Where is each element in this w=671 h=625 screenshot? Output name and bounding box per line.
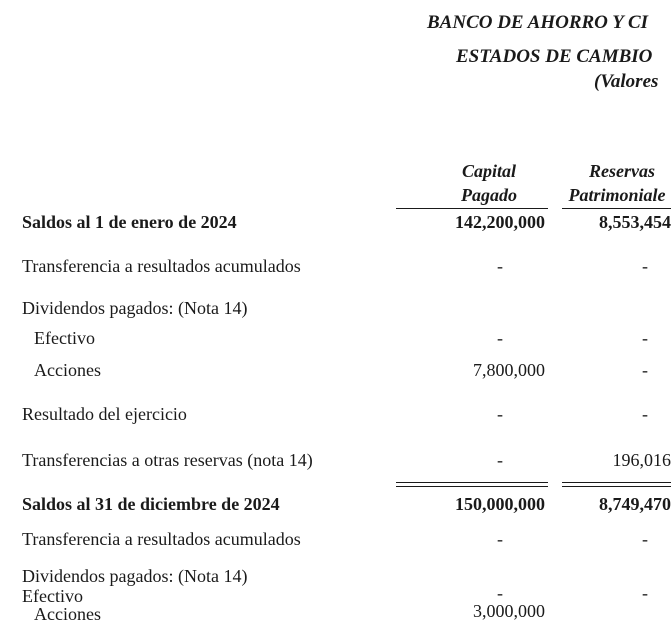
- row-label: Dividendos pagados: (Nota 14): [22, 566, 248, 586]
- row-label: Transferencia a resultados acumulados: [22, 529, 301, 549]
- capital-cell: -: [497, 583, 503, 603]
- capital-heading-rule: [396, 208, 548, 209]
- capital-cell: -: [497, 328, 503, 348]
- reservas-cell: 8,749,470: [599, 494, 671, 514]
- row-label: Transferencias a otras reservas (nota 14): [22, 450, 313, 470]
- row-label: Acciones: [34, 604, 101, 624]
- capital-cell: -: [497, 256, 503, 276]
- reservas-cell: 196,016: [612, 450, 671, 470]
- reservas-cell: -: [642, 529, 648, 549]
- row-label: Efectivo: [34, 328, 95, 348]
- capital-cell: -: [497, 404, 503, 424]
- capital-heading-line2: Pagado: [461, 185, 517, 205]
- row-label: Saldos al 1 de enero de 2024: [22, 212, 237, 232]
- capital-cell: -: [497, 529, 503, 549]
- bank-name: BANCO DE AHORRO Y CI: [427, 12, 649, 33]
- reservas-cell: 8,553,454: [599, 212, 671, 232]
- capital-cell: 142,200,000: [455, 212, 545, 232]
- capital-heading-line1: Capital: [461, 161, 516, 181]
- capital-cell: 150,000,000: [455, 494, 545, 514]
- row-label: Transferencia a resultados acumulados: [22, 256, 301, 276]
- row-label: Efectivo: [22, 586, 83, 606]
- row-label: Saldos al 31 de diciembre de 2024: [22, 494, 280, 514]
- reservas-total-rule-top: [562, 482, 671, 483]
- reservas-total-rule-bottom: [562, 486, 671, 487]
- reservas-cell: -: [642, 404, 648, 424]
- reservas-heading-rule: [562, 208, 671, 209]
- row-label: Acciones: [34, 360, 101, 380]
- values-note: (Valores: [594, 71, 659, 92]
- capital-total-rule-bottom: [396, 486, 548, 487]
- capital-total-rule-top: [396, 482, 548, 483]
- reservas-heading-line2: Patrimoniale: [568, 185, 666, 205]
- statement-title: ESTADOS DE CAMBIO: [456, 46, 653, 67]
- row-label: Dividendos pagados: (Nota 14): [22, 298, 248, 318]
- reservas-cell: -: [642, 360, 648, 380]
- capital-cell: -: [497, 450, 503, 470]
- reservas-cell: -: [642, 583, 648, 603]
- reservas-cell: -: [642, 328, 648, 348]
- capital-cell: 3,000,000: [473, 601, 545, 621]
- reservas-cell: -: [642, 256, 648, 276]
- row-label: Resultado del ejercicio: [22, 404, 187, 424]
- capital-cell: 7,800,000: [473, 360, 545, 380]
- reservas-heading-line1: Reservas: [589, 161, 655, 181]
